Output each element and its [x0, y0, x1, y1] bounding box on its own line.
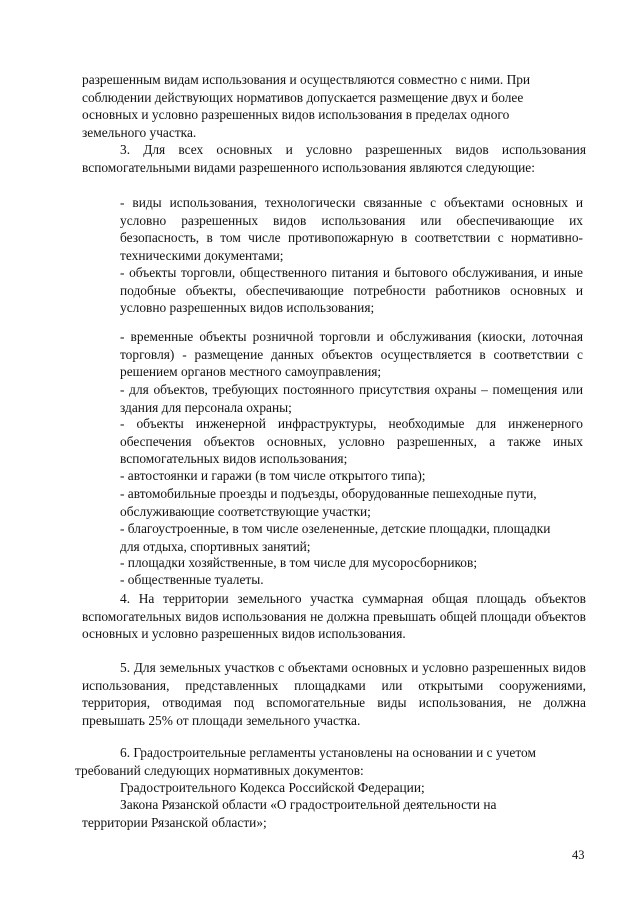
list-item: - объекты инженерной инфраструктуры, необходимые для инженерного обеспечения объектов основных, условно разрешенных, а также иных вспомогательных видов использования;	[120, 416, 583, 467]
list-item: - благоустроенные, в том числе озелененные, детские площадки, площадки для отдыха, спортивных занятий;	[120, 521, 551, 554]
list-item: - площадки хозяйственные, в том числе для мусоросборников;	[120, 555, 478, 570]
list-item: - временные объекты розничной торговли и обслуживания (киоски, лоточная торговля) - размещение данных объектов осуществляется в соответствии с решением органов местного самоуправления;	[120, 329, 583, 380]
list-item: - виды использования, технологически связанные с объектами основных и условно разрешенных видов использования или обеспечивающие их безопасность, в том числе противопожарную в соответствии с нормативно-техническими документами;	[120, 195, 583, 263]
list-item: - для объектов, требующих постоянного присутствия охраны – помещения или здания для персонала охраны;	[120, 382, 583, 415]
list-item: - автостоянки и гаражи (в том числе открытого типа);	[120, 468, 426, 483]
paragraph-5: 5. Для земельных участков с объектами основных и условно разрешенных видов использования, представленных площадками или открытыми сооружениями, территория, отводимая под вспомогательные виды использования, не должна превышать 25% от площади земельного участка.	[82, 660, 586, 728]
paragraph-3: 3. Для всех основных и условно разрешенных видов использования вспомогательными видами разрешенного использования являются следующие:	[82, 142, 586, 175]
list-item: - объекты торговли, общественного питания и бытового обслуживания, и иные подобные объекты, обеспечивающие потребности работников основных и условно разрешенных видов использования;	[120, 265, 583, 316]
paragraph-6: 6. Градостроительные регламенты установлены на основании и с учетом требований следующих нормативных документов:	[75, 745, 536, 778]
source-item: Градостроительного Кодекса Российской Федерации;	[120, 780, 425, 795]
paragraph-continuation: разрешенным видам использования и осуществляются совместно с ними. При соблюдении действующих нормативов допускается размещение двух и более основных и условно разрешенных видов использования в пределах одного земельного участка.	[82, 72, 531, 140]
paragraph-4: 4. На территории земельного участка суммарная общая площадь объектов вспомогательных видов использования не должна превышать общей площади объектов основных и условно разрешенных видов использования.	[82, 591, 586, 642]
source-item: Закона Рязанской области «О градостроительной деятельности на территории Рязанской области»;	[82, 797, 497, 830]
list-item: - общественные туалеты.	[120, 572, 264, 587]
page-number: 43	[572, 848, 585, 862]
list-item: - автомобильные проезды и подъезды, оборудованные пешеходные пути, обслуживающие соответствующие участки;	[120, 486, 537, 519]
